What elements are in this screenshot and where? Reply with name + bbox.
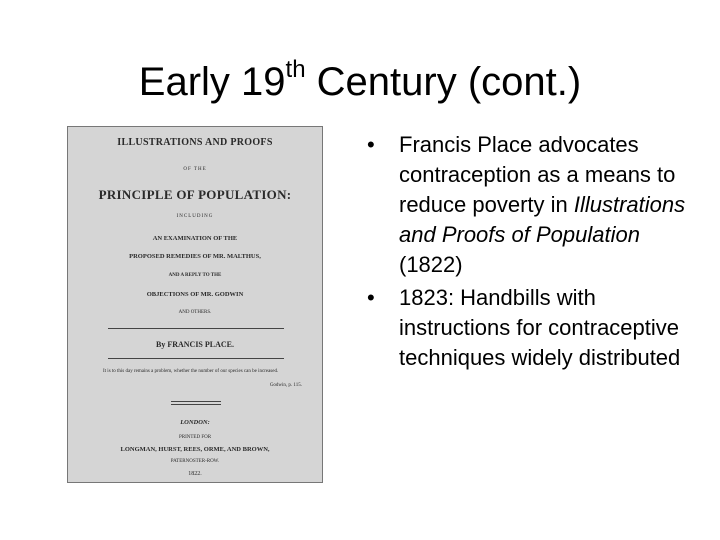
scan-quote-source: Godwin, p. 115. — [269, 383, 302, 388]
scan-publishers: LONGMAN, HURST, REES, ORME, AND BROWN, — [120, 446, 270, 453]
scan-line: AND OTHERS. — [178, 310, 212, 315]
scan-line: PROPOSED REMEDIES OF MR. MALTHUS, — [129, 253, 261, 260]
scan-line: PATERNOSTER-ROW. — [170, 459, 220, 464]
bullet-list — [362, 130, 707, 376]
scan-line: PRINCIPLE OF POPULATION: — [98, 187, 292, 202]
bullet-item: • 1823: Handbills with instructions for contraceptive techniques widely distributed — [367, 285, 681, 370]
scan-year: 1822. — [188, 471, 202, 477]
scan-city: LONDON: — [180, 419, 210, 426]
scan-line: AND A REPLY TO THE — [168, 273, 222, 278]
slide-title: Early 19th Century (cont.) — [138, 56, 582, 104]
scan-line: AN EXAMINATION OF THE — [152, 235, 238, 242]
divider — [171, 404, 221, 405]
bullet-item: • Francis Place advocates contraception as a means to reduce poverty in Illustrations and Proofs of Population (1822) — [367, 132, 686, 277]
scan-line: INCLUDING — [176, 214, 214, 219]
bullet-dot-icon: • — [367, 285, 375, 310]
book-title: Illustrations and Proofs of Population — [399, 192, 686, 247]
divider — [108, 358, 284, 359]
scan-author: By FRANCIS PLACE. — [155, 340, 234, 349]
scan-quote: It is to this day remains a problem, whether the number of our species can be increased. — [103, 369, 279, 374]
scan-line: OBJECTIONS OF MR. GODWIN — [146, 291, 244, 298]
divider — [108, 328, 284, 329]
bullet-dot-icon: • — [367, 132, 375, 157]
divider — [171, 401, 221, 402]
title-page-scan — [67, 126, 323, 483]
scan-line: OF THE — [183, 167, 207, 172]
scan-line: PRINTED FOR — [178, 435, 212, 440]
scan-line: ILLUSTRATIONS AND PROOFS — [117, 137, 273, 148]
title-superscript: th — [285, 56, 306, 83]
